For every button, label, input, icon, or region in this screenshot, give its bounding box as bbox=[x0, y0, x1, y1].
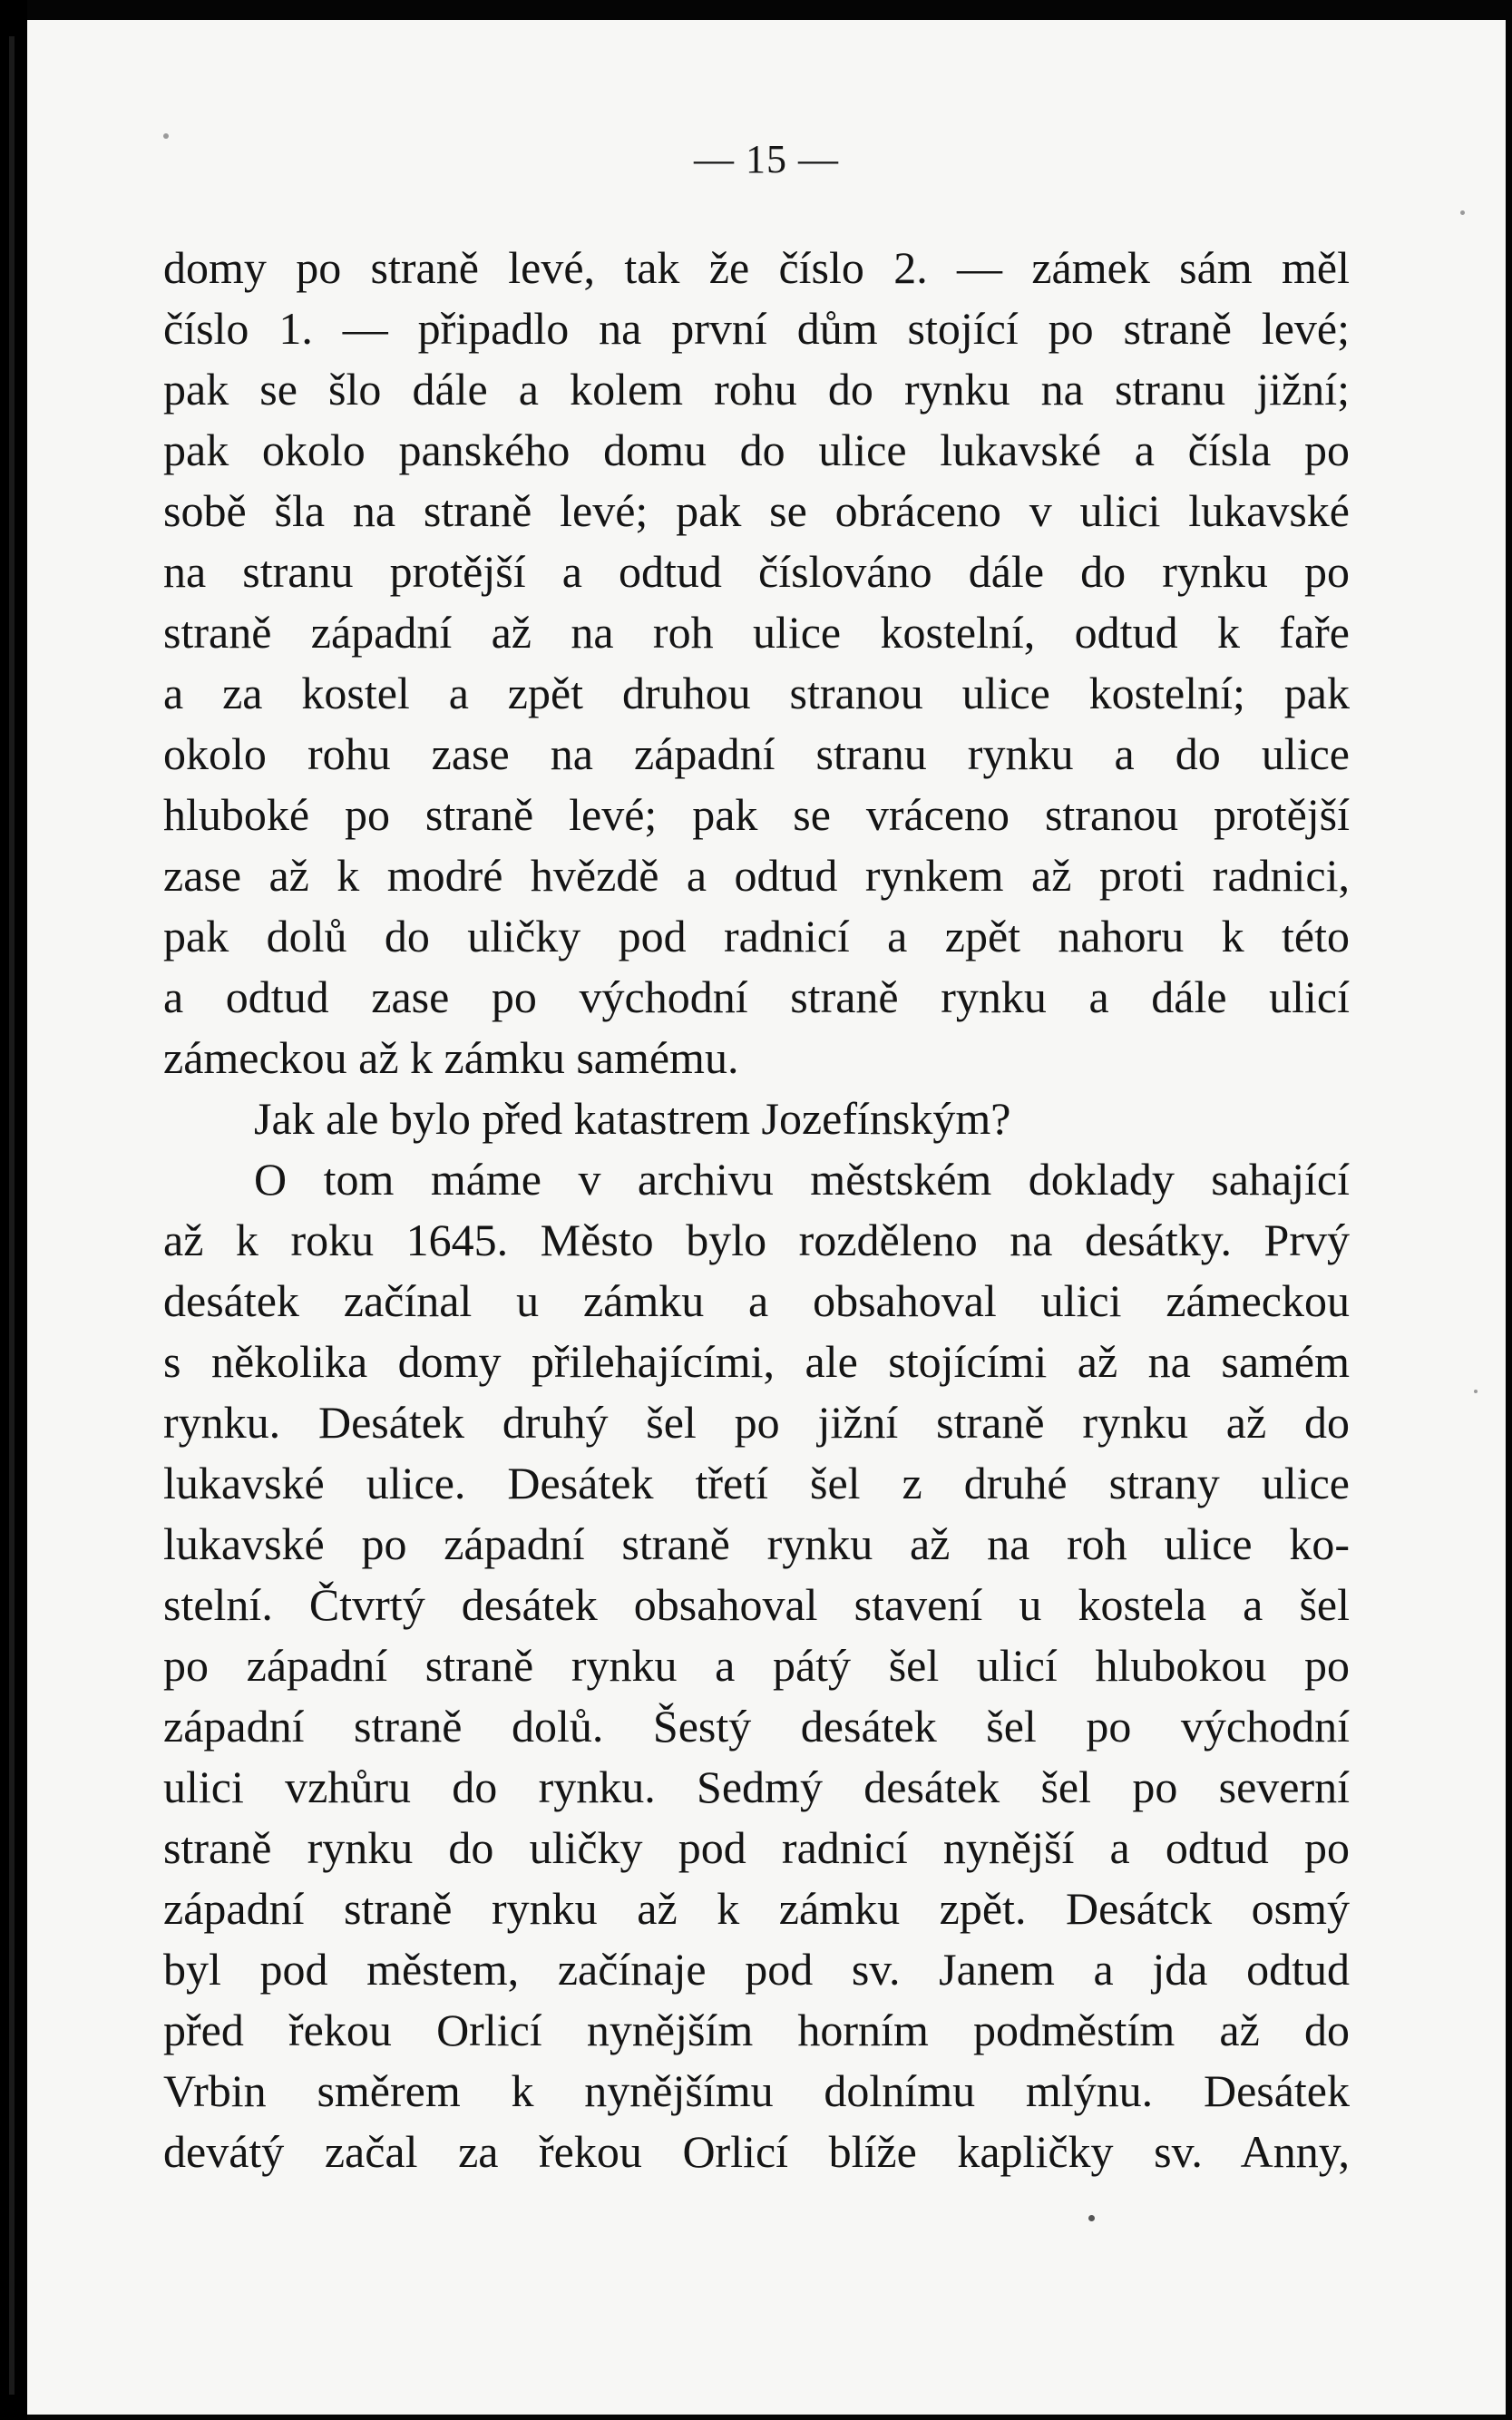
text-line: západní straně rynku až k zámku zpět. Desátck osmý bbox=[163, 1883, 1350, 1934]
text-line: pak okolo panského domu do ulice lukavské a čísla po bbox=[163, 424, 1350, 475]
text-line: domy po straně levé, tak že číslo 2. — zámek sám měl bbox=[163, 242, 1350, 293]
text-line: straně rynku do uličky pod radnicí nynější a odtud po bbox=[163, 1822, 1350, 1873]
text-line: lukavské po západní straně rynku až na roh ulice ko- bbox=[163, 1518, 1350, 1569]
text-line: rynku. Desátek druhý šel po jižní straně rynku až do bbox=[163, 1397, 1350, 1448]
text-line: a odtud zase po východní straně rynku a dále ulicí bbox=[163, 971, 1350, 1022]
paragraph-heading-question: Jak ale bylo před katastrem Jozefínským? bbox=[254, 1093, 1011, 1144]
paragraph-start-line: O tom máme v archivu městském doklady sahající bbox=[254, 1154, 1350, 1205]
scan-speck bbox=[1088, 2215, 1095, 2221]
text-line: pak se šlo dále a kolem rohu do rynku na stranu jižní; bbox=[163, 364, 1350, 415]
page-number: — 15 — bbox=[694, 137, 839, 181]
text-line: lukavské ulice. Desátek třetí šel z druhé strany ulice bbox=[163, 1458, 1350, 1508]
text-line: straně západní až na roh ulice kostelní, odtud k faře bbox=[163, 607, 1350, 658]
text-line: zase až k modré hvězdě a odtud rynkem až proti radnici, bbox=[163, 850, 1350, 901]
scan-left-edge bbox=[0, 0, 27, 2420]
text-line: stelní. Čtvrtý desátek obsahoval stavení u kostela a šel bbox=[163, 1579, 1350, 1630]
scan-speck bbox=[1460, 210, 1465, 215]
book-page bbox=[27, 20, 1506, 2415]
text-line: okolo rohu zase na západní stranu rynku a do ulice bbox=[163, 728, 1350, 779]
text-line: až k roku 1645. Město bylo rozděleno na desátky. Prvý bbox=[163, 1215, 1350, 1265]
text-line: po západní straně rynku a pátý šel ulicí hlubokou po bbox=[163, 1640, 1350, 1691]
paragraph-end-line: zámeckou až k zámku samému. bbox=[163, 1032, 739, 1083]
text-line: s několika domy přilehajícími, ale stojícími až na samém bbox=[163, 1336, 1350, 1387]
text-line: sobě šla na straně levé; pak se obráceno v ulici lukavské bbox=[163, 485, 1350, 536]
page-body bbox=[163, 238, 1350, 2182]
text-line: číslo 1. — připadlo na první dům stojící po straně levé; bbox=[163, 303, 1350, 354]
text-line: devátý začal za řekou Orlicí blíže kapličky sv. Anny, bbox=[163, 2126, 1350, 2177]
text-line: ulici vzhůru do rynku. Sedmý desátek šel po severní bbox=[163, 1761, 1350, 1812]
text-line: na stranu protější a odtud číslováno dále do rynku po bbox=[163, 546, 1350, 597]
text-line: byl pod městem, začínaje pod sv. Janem a jda odtud bbox=[163, 1944, 1350, 1995]
text-line: pak dolů do uličky pod radnicí a zpět nahoru k této bbox=[163, 911, 1350, 961]
scan-speck bbox=[163, 133, 169, 139]
text-line: západní straně dolů. Šestý desátek šel po východní bbox=[163, 1701, 1350, 1752]
text-line: a za kostel a zpět druhou stranou ulice kostelní; pak bbox=[163, 668, 1350, 718]
text-line: hluboké po straně levé; pak se vráceno stranou protější bbox=[163, 789, 1350, 840]
text-line: před řekou Orlicí nynějším horním podměstím až do bbox=[163, 2005, 1350, 2055]
scan-speck bbox=[1474, 1390, 1478, 1393]
scan-edge-stripe bbox=[9, 36, 15, 2395]
text-line: Vrbin směrem k nynějšímu dolnímu mlýnu. Desátek bbox=[163, 2065, 1350, 2116]
text-line: desátek začínal u zámku a obsahoval ulici zámeckou bbox=[163, 1275, 1350, 1326]
